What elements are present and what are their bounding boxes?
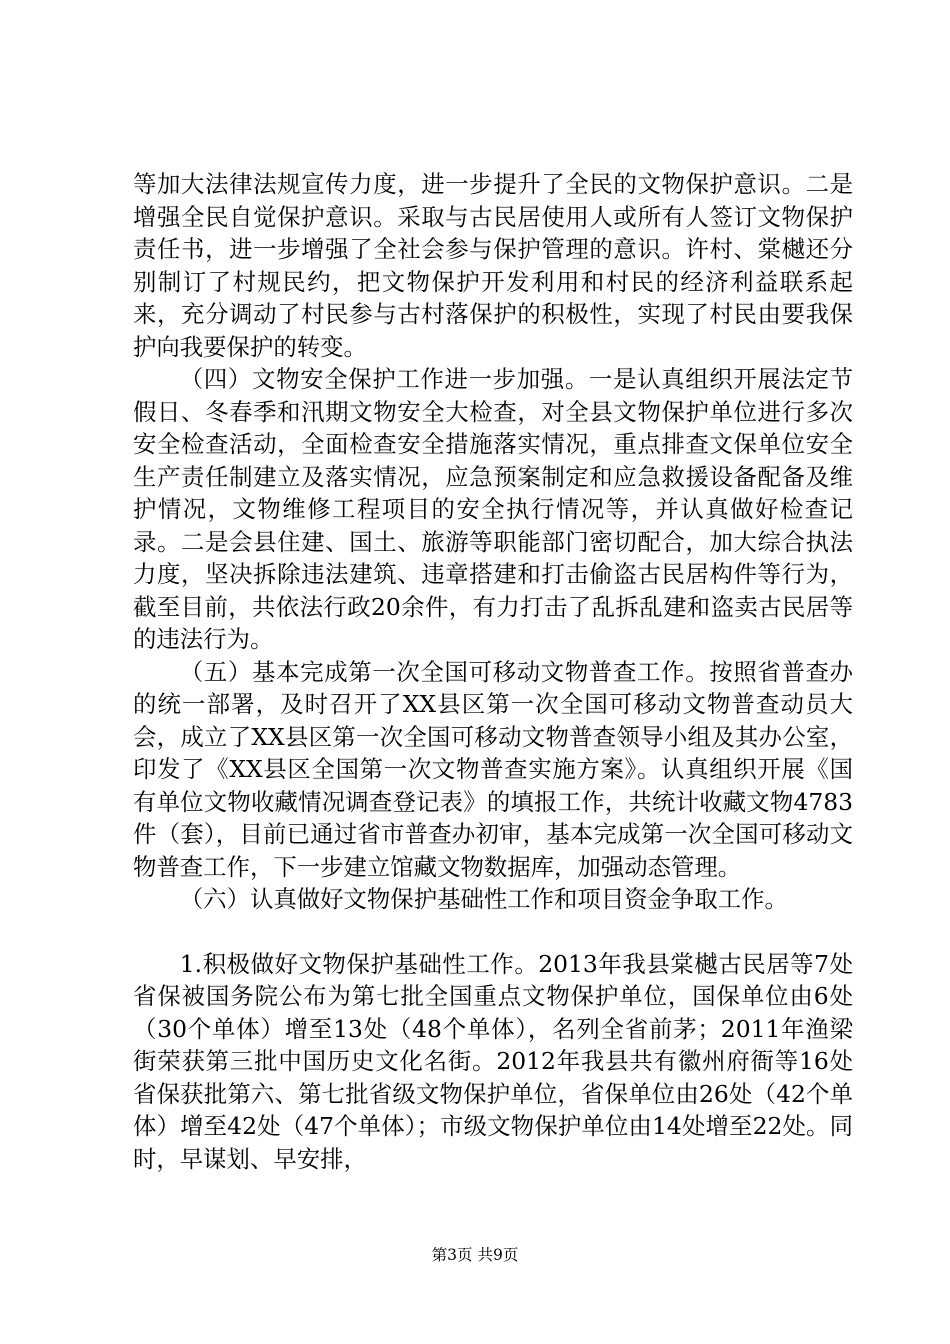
paragraph-item-1: 1.积极做好文物保护基础性工作。2013年我县棠樾古民居等7处省保被国务院公布为第七批全国重点文物保护单位，国保单位由6处（30个单体）增至13处（48个单体），名列全省前茅；2011年渔梁街荣获第三批中国历史文化名街。2012年我县共有徽州府衙等16处省保获批第六、第七批省级文物保护单位，省保单位由26处（42个单体）增至42处（47个单体）；市级文物保护单位由14处增至22处。同时，早谋划、早安排，	[133, 949, 853, 1173]
paragraph-section-6-heading: （六）认真做好文物保护基础性工作和项目资金争取工作。	[179, 885, 788, 913]
page-footer: 第3页 共9页	[431, 1246, 519, 1264]
paragraph-continuation: 等加大法律法规宣传力度，进一步提升了全民的文物保护意识。二是增强全民自觉保护意识。采取与古民居使用人或所有人签订文物保护责任书，进一步增强了全社会参与保护管理的意识。许村、棠樾还分别制订了村规民约，把文物保护开发利用和村民的经济利益联系起来，充分调动了村民参与古村落保护的积极性，实现了村民由要我保护向我要保护的转变。	[133, 170, 853, 361]
paragraph-section-4: （四）文物安全保护工作进一步加强。一是认真组织开展法定节假日、冬春季和汛期文物安全大检查，对全县文物保护单位进行多次安全检查活动，全面检查安全措施落实情况，重点排查文保单位安全生产责任制建立及落实情况，应急预案制定和应急救援设备配备及维护情况，文物维修工程项目的安全执行情况等，并认真做好检查记录。二是会县住建、国土、旅游等职能部门密切配合，加大综合执法力度，坚决拆除违法建筑、违章搭建和打击偷盗古民居构件等行为，截至目前，共依法行政20余件，有力打击了乱拆乱建和盗卖古民居等的违法行为。	[133, 365, 853, 653]
document-body	[133, 168, 853, 1175]
paragraph-section-5: （五）基本完成第一次全国可移动文物普查工作。按照省普查办的统一部署，及时召开了XX县区第一次全国可移动文物普查动员大会，成立了XX县区第一次全国可移动文物普查领导小组及其办公室，印发了《XX县区全国第一次文物普查实施方案》。认真组织开展《国有单位文物收藏情况调查登记表》的填报工作，共统计收藏文物4783件（套），目前已通过省市普查办初审，基本完成第一次全国可移动文物普查工作，下一步建立馆藏文物数据库，加强动态管理。	[133, 657, 853, 881]
